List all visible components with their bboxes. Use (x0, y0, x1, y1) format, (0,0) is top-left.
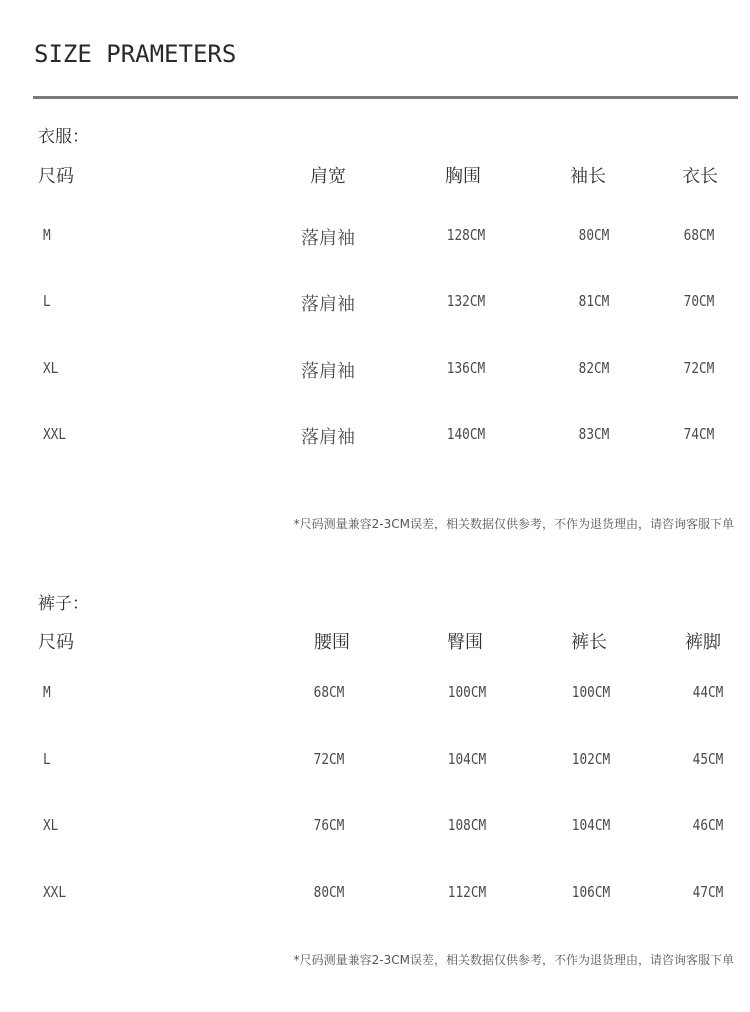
pants-size-note: *尺码测量兼容2-3CM误差，相关数据仅供参考，不作为退货理由，请咨询客服下单 (293, 953, 734, 967)
pants-row-1-col-4: 45CM (692, 750, 724, 768)
pants-section-label: 裤子： (38, 594, 89, 614)
tops-header-col-2: 胸围 (445, 166, 481, 187)
pants-header-col-4: 裤脚 (685, 632, 721, 653)
pants-header-col-2: 臀围 (447, 632, 483, 653)
tops-row-1-col-1: 落肩袖 (301, 294, 355, 315)
tops-row-3-col-4: 74CM (683, 425, 715, 443)
pants-row-3-col-4: 47CM (692, 883, 724, 901)
pants-row-2-col-2: 108CM (447, 816, 487, 834)
page-title: SIZE PRAMETERS (34, 40, 237, 68)
tops-section-label: 衣服： (38, 127, 89, 147)
tops-row-3-col-2: 140CM (446, 425, 486, 443)
pants-row-1-col-0: L (43, 750, 51, 768)
header-divider (33, 96, 738, 99)
tops-row-3-col-0: XXL (43, 425, 67, 443)
tops-row-0-col-2: 128CM (446, 226, 486, 244)
tops-row-2-col-3: 82CM (578, 359, 610, 377)
tops-row-2-col-0: XL (43, 359, 59, 377)
pants-header-col-1: 腰围 (314, 632, 350, 653)
pants-row-2-col-3: 104CM (571, 816, 611, 834)
pants-row-3-col-2: 112CM (447, 883, 487, 901)
pants-row-0-col-0: M (43, 683, 51, 701)
pants-row-0-col-2: 100CM (447, 683, 487, 701)
tops-header-col-1: 肩宽 (310, 166, 346, 187)
tops-row-2-col-4: 72CM (683, 359, 715, 377)
pants-row-1-col-3: 102CM (571, 750, 611, 768)
tops-size-note: *尺码测量兼容2-3CM误差，相关数据仅供参考，不作为退货理由，请咨询客服下单 (293, 517, 734, 531)
pants-row-0-col-1: 68CM (313, 683, 345, 701)
tops-row-0-col-4: 68CM (683, 226, 715, 244)
tops-row-2-col-1: 落肩袖 (301, 361, 355, 382)
tops-row-0-col-3: 80CM (578, 226, 610, 244)
tops-header-col-0: 尺码 (38, 166, 74, 187)
tops-row-3-col-3: 83CM (578, 425, 610, 443)
pants-row-2-col-1: 76CM (313, 816, 345, 834)
pants-row-1-col-1: 72CM (313, 750, 345, 768)
pants-row-0-col-3: 100CM (571, 683, 611, 701)
tops-row-1-col-4: 70CM (683, 292, 715, 310)
pants-row-3-col-0: XXL (43, 883, 67, 901)
tops-header-col-3: 袖长 (570, 166, 606, 187)
pants-row-2-col-0: XL (43, 816, 59, 834)
pants-header-col-0: 尺码 (38, 632, 74, 653)
pants-header-col-3: 裤长 (571, 632, 607, 653)
pants-row-3-col-1: 80CM (313, 883, 345, 901)
tops-row-0-col-0: M (43, 226, 51, 244)
pants-row-0-col-4: 44CM (692, 683, 724, 701)
tops-row-1-col-0: L (43, 292, 51, 310)
pants-row-2-col-4: 46CM (692, 816, 724, 834)
tops-row-1-col-2: 132CM (446, 292, 486, 310)
tops-row-1-col-3: 81CM (578, 292, 610, 310)
pants-row-1-col-2: 104CM (447, 750, 487, 768)
tops-header-col-4: 衣长 (682, 166, 718, 187)
tops-row-0-col-1: 落肩袖 (301, 228, 355, 249)
pants-row-3-col-3: 106CM (571, 883, 611, 901)
tops-row-2-col-2: 136CM (446, 359, 486, 377)
tops-row-3-col-1: 落肩袖 (301, 427, 355, 448)
